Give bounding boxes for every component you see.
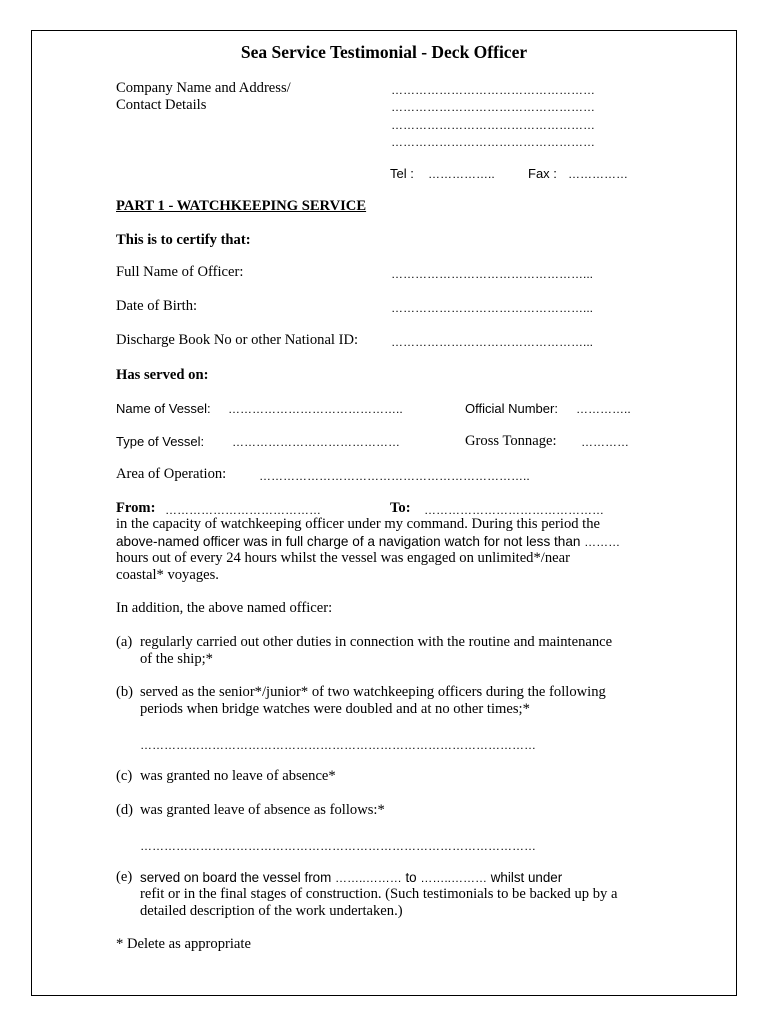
- item-b-field[interactable]: ………………………………………………………………………………………: [140, 738, 536, 752]
- vessel-name-field[interactable]: ……………………………………..: [228, 402, 403, 416]
- full-name-field[interactable]: …………………………………………...: [391, 267, 594, 281]
- company-label-line1: Company Name and Address/: [116, 80, 291, 96]
- item-e-whilst: whilst under: [490, 870, 563, 885]
- item-d-field[interactable]: ………………………………………………………………………………………: [140, 839, 536, 853]
- tel-label: Tel :: [390, 166, 414, 181]
- to-field[interactable]: ………………………………………: [424, 503, 604, 517]
- dob-label: Date of Birth:: [116, 298, 198, 314]
- full-name-label: Full Name of Officer:: [116, 264, 244, 280]
- to-label: To:: [390, 500, 411, 516]
- item-c-text: was granted no leave of absence*: [140, 768, 336, 784]
- discharge-field[interactable]: …………………………………………...: [391, 335, 594, 349]
- item-b-line2: periods when bridge watches were doubled and at no other times;*: [140, 701, 530, 717]
- discharge-label: Discharge Book No or other National ID:: [116, 332, 359, 348]
- vessel-type-label: Type of Vessel:: [116, 434, 205, 449]
- vessel-type-field[interactable]: ……………………………………: [232, 435, 400, 449]
- item-d-text: was granted leave of absence as follows:*: [140, 802, 385, 818]
- item-e-line3: detailed description of the work undertaken.): [140, 903, 403, 919]
- company-label-line2: Contact Details: [116, 97, 207, 113]
- item-a-line2: of the ship;*: [140, 651, 213, 667]
- capacity-line2-text: above-named officer was in full charge of a navigation watch for not less than: [116, 534, 581, 549]
- fax-field[interactable]: ……………: [568, 167, 628, 181]
- from-field[interactable]: …………………………………: [165, 503, 321, 517]
- item-d-label: (d): [116, 802, 134, 818]
- company-field-line3[interactable]: ……………………………………………: [391, 118, 595, 132]
- capacity-line2: [116, 533, 620, 551]
- area-label: Area of Operation:: [116, 466, 227, 482]
- item-b-label: (b): [116, 684, 134, 700]
- area-field[interactable]: …………………………………………………………..: [259, 469, 530, 483]
- gross-tonnage-field[interactable]: …………: [581, 435, 629, 449]
- company-field-line2[interactable]: ……………………………………………: [391, 100, 595, 114]
- company-field-line1[interactable]: ……………………………………………: [391, 83, 595, 97]
- from-label: From:: [116, 500, 156, 516]
- item-e-to: to: [405, 870, 417, 885]
- document-title: Sea Service Testimonial - Deck Officer: [240, 42, 528, 62]
- item-e-text-a: served on board the vessel from: [140, 870, 332, 885]
- item-e-label: (e): [116, 869, 133, 885]
- official-number-field[interactable]: …………..: [576, 402, 631, 416]
- vessel-name-label: Name of Vessel:: [116, 401, 211, 416]
- fax-label: Fax :: [528, 166, 557, 181]
- item-a-line1: regularly carried out other duties in connection with the routine and maintenance: [140, 634, 613, 650]
- footnote: * Delete as appropriate: [116, 936, 251, 952]
- in-addition-text: In addition, the above named officer:: [116, 600, 333, 616]
- company-field-line4[interactable]: ……………………………………………: [391, 135, 595, 149]
- capacity-line4: coastal* voyages.: [116, 567, 219, 583]
- item-e-line2: refit or in the final stages of construction. (Such testimonials to be backed up by a: [140, 886, 618, 902]
- tel-field[interactable]: ……………..: [428, 167, 495, 181]
- capacity-line3: hours out of every 24 hours whilst the vessel was engaged on unlimited*/near: [116, 550, 570, 566]
- hours-field[interactable]: ………: [584, 535, 621, 549]
- item-e-to-field[interactable]: ……..………: [420, 871, 488, 885]
- dob-field[interactable]: …………………………………………...: [391, 301, 594, 315]
- item-a-label: (a): [116, 634, 133, 650]
- certify-text: This is to certify that:: [116, 232, 251, 248]
- capacity-line1: in the capacity of watchkeeping officer under my command. During this period the: [116, 516, 601, 532]
- gross-tonnage-label: Gross Tonnage:: [465, 433, 557, 449]
- served-on-text: Has served on:: [116, 367, 209, 383]
- item-b-line1: served as the senior*/junior* of two watchkeeping officers during the following: [140, 684, 606, 700]
- part1-heading: PART 1 - WATCHKEEPING SERVICE: [116, 198, 367, 214]
- item-c-label: (c): [116, 768, 133, 784]
- item-e-from-field[interactable]: ……..………: [335, 871, 402, 885]
- official-number-label: Official Number:: [465, 401, 558, 416]
- item-e-line1: [140, 869, 562, 887]
